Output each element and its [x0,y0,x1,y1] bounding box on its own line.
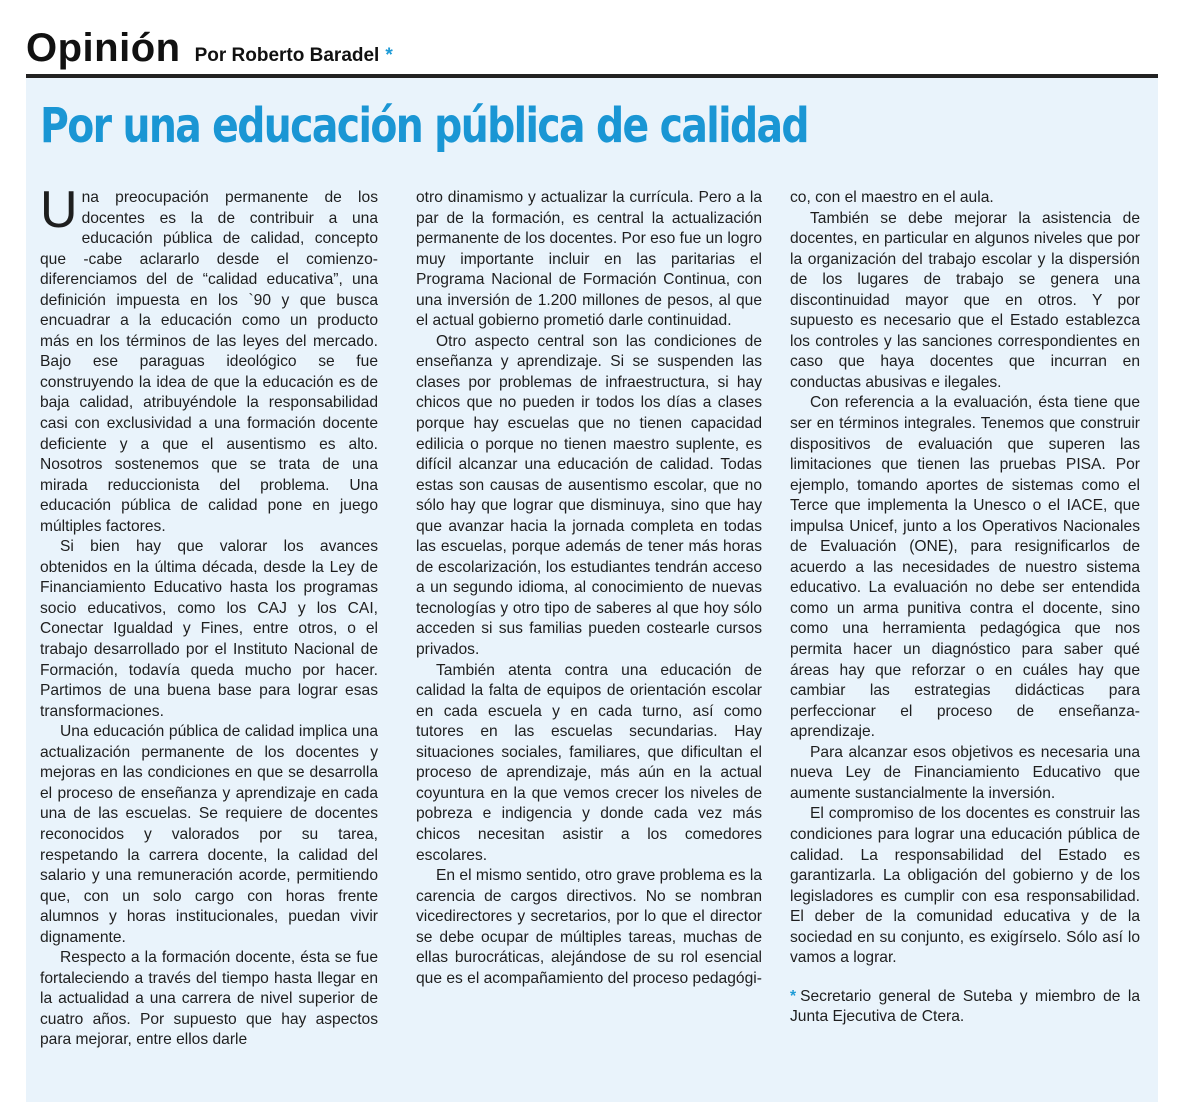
paragraph: En el mismo sentido, otro grave problema es la carencia de cargos directivos. No se nombran vicedirectores y secretarios, por lo que el director se debe ocupar de múltiples tareas, muchas de ellas burocráticas, alejándose de su rol esencial que es el acompañamiento del proceso pedagógi- [416,867,762,987]
section-header [26,26,1158,76]
paragraph: Para alcanzar esos objetivos es necesaria una nueva Ley de Financiamiento Educativo que aumente sustancialmente la inversión. [790,743,1140,802]
paragraph-text: na preocupación permanente de los docentes es la de contribuir a una educación pública de calidad, concepto que -cabe aclararlo desde el comienzo- diferenciamos del de “calidad educativa”, una definición impuesta en los `90 y que busca encuadrar a la educación como un producto más en los términos de las leyes del mercado. Bajo ese paraguas ideológico se fue construyendo la idea de que la educación es de baja calidad, atribuyéndole la responsabilidad casi con exclusividad a una formación docente deficiente y a que el ausentismo es alto. Nosotros sostenemos que se trata de una mirada reduccionista del problema. Una educación pública de calidad pone en juego múltiples factores. [40,189,378,535]
paragraph: También atenta contra una educación de calidad la falta de equipos de orientación escolar en cada escuela y en cada turno, así como tutores en las escuelas secundarias. Hay situaciones sociales, familiares, que dificultan el proceso de aprendizaje, más aún en la actual coyuntura en la que vemos crecer los niveles de pobreza e indigencia y donde cada vez más chicos necesitan asistir a los comedores escolares. [416,661,762,864]
article-column-3 [790,188,1140,1028]
paragraph: Respecto a la formación docente, ésta se fue fortaleciendo a través del tiempo hasta llegar en la actualidad a una carrera de nivel superior de cuatro años. Por supuesto que hay aspectos para mejorar, entre ellos darle [40,949,378,1049]
author-footnote [790,987,1140,1028]
paragraph: También se debe mejorar la asistencia de docentes, en particular en algunos niveles que por la organización del trabajo escolar y la dispersión de los lugares de trabajo se genera una discontinuidad mayor que en otros. Y por supuesto es necesario que el Estado establezca los controles y las sanciones correspondientes en caso que haya docentes que incurran en conductas abusivas e ilegales. [790,209,1140,391]
article-title: Por una educación pública de calidad [40,98,808,154]
byline [195,45,393,67]
footnote-marker: * [790,987,797,1005]
paragraph [40,181,378,537]
paragraph: El compromiso de los docentes es construir las condiciones para lograr una educación pública de calidad. La responsabilidad del Estado es garantizarla. La obligación del gobierno y de los legisladores es cumplir con esa responsabilidad. El deber de la comunidad educativa y de la sociedad en su conjunto, es exigírselo. Sólo así lo vamos a lograr. [790,805,1140,967]
paragraph: Una educación pública de calidad implica una actualización permanente de los docentes y mejoras en las condiciones en que se desarrolla el proceso de enseñanza y aprendizaje en cada una de las escuelas. Se requiere de docentes reconocidos y valorados por su tarea, respetando la carrera docente, la calidad del salario y una remuneración acorde, permitiendo que, con un solo cargo con horas frente alumnos y horas institucionales, puedan vivir dignamente. [40,723,378,946]
article-column-1 [40,181,378,1051]
paragraph: co, con el maestro en el aula. [790,189,994,206]
paragraph: Con referencia a la evaluación, ésta tiene que ser en términos integrales. Tenemos que construir dispositivos de evaluación que superen las limitaciones que tienen las pruebas PISA. Por ejemplo, tomando aportes de sistemas como el Terce que implementa la Unesco o el IACE, que impulsa Unicef, junto a los Operativos Nacionales de Evaluación (ONE), para resignificarlos de acuerdo a las necesidades de nuestro sistema educativo. La evaluación no debe ser entendida como un arma punitiva contra el docente, sino como una herramienta pedagógica que nos permita hacer un diagnóstico para saber qué áreas hay que reforzar o en cuáles hay que cambiar las estrategias didácticas para perfeccionar el proceso de enseñanza-aprendizaje. [790,394,1140,741]
footnote-text: Secretario general de Suteba y miembro de la Junta Ejecutiva de Ctera. [790,987,1140,1026]
byline-marker: * [385,45,393,66]
section-name: Opinión [26,26,181,70]
paragraph: Otro aspecto central son las condiciones de enseñanza y aprendizaje. Si se suspenden las clases por problemas de infraestructura, si hay chicos que no pueden ir todos los días a clases porque hay escuelas que no tienen capacidad edilicia o porque no tienen maestro suplente, es difícil alcanzar una educación de calidad. Todas estas son causas de ausentismo escolar, que no sólo hay que lograr que disminuya, sino que hay que avanzar hacia la jornada completa en todas las escuelas, porque además de tener más horas de escolarización, los estudiantes tendrán acceso a un segundo idioma, al conocimiento de nuevas tecnologías y otro tipo de saberes al que hoy sólo acceden si sus familias pueden costearle cursos privados. [416,332,762,659]
paragraph: Si bien hay que valorar los avances obtenidos en la última década, desde la Ley de Financiamiento Educativo hasta los programas socio educativos, como los CAJ y los CAI, Conectar Igualdad y Fines, entre otros, o el trabajo desarrollado por el Instituto Nacional de Formación, todavía queda mucho por hacer. Partimos de una buena base para lograr esas transformaciones. [40,538,378,720]
article-column-2 [416,188,762,989]
drop-cap: U [40,181,78,239]
paragraph: otro dinamismo y actualizar la currícula. Pero a la par de la formación, es central la actualización permanente de los docentes. Por eso fue un logro muy importante incluir en las paritarias el Programa Nacional de Formación Continua, con una inversión de 1.200 millones de pesos, al que el actual gobierno prometió darle continuidad. [416,189,762,330]
byline-text: Por Roberto Baradel [194,45,380,66]
